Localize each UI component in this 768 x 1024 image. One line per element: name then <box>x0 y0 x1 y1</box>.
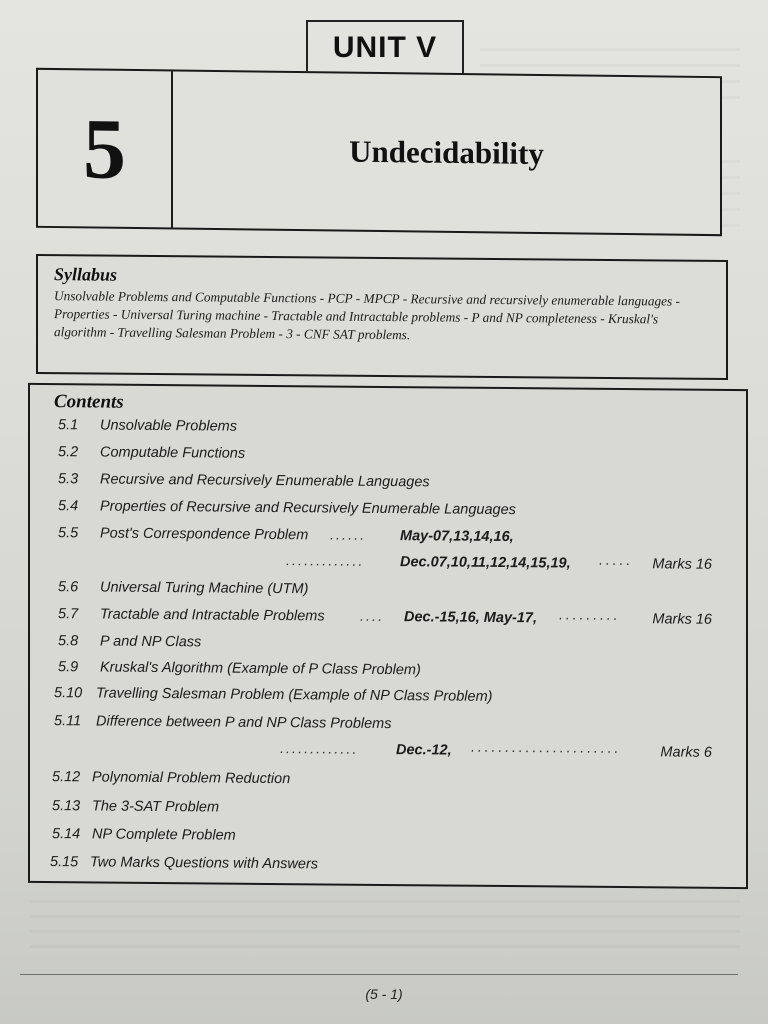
toc-number: 5.9 <box>58 659 79 676</box>
page-number: (5 - 1) <box>365 986 403 1002</box>
syllabus-box <box>36 254 728 380</box>
toc-title: NP Complete Problem <box>92 826 236 844</box>
toc-marks: Marks 16 <box>652 556 712 573</box>
toc-leader-dots: .... <box>360 608 385 625</box>
toc-entry <box>30 444 746 472</box>
toc-leader-dots: ········· <box>558 610 620 628</box>
toc-exam-dates: Dec.07,10,11,12,14,15,19, <box>400 554 571 572</box>
toc-title: Properties of Recursive and Recursively Enumerable Languages <box>100 498 516 519</box>
toc-entry <box>30 579 746 607</box>
toc-exam-dates: Dec.-15,16, May-17, <box>404 609 537 627</box>
toc-entry <box>30 798 746 826</box>
toc-title: Tractable and Intractable Problems <box>100 606 325 625</box>
toc-number: 5.10 <box>54 685 83 702</box>
contents-box <box>28 383 748 889</box>
toc-number: 5.7 <box>58 606 79 623</box>
toc-title: Kruskal's Algorithm (Example of P Class Problem) <box>100 659 421 679</box>
toc-leader-dots: ...... <box>330 527 367 544</box>
toc-title: Universal Turing Machine (UTM) <box>100 579 309 598</box>
toc-number: 5.14 <box>52 826 81 843</box>
toc-title: Two Marks Questions with Answers <box>90 854 319 873</box>
toc-entry <box>30 685 746 713</box>
toc-number: 5.1 <box>58 417 79 434</box>
toc-entry <box>30 854 746 882</box>
toc-number: 5.6 <box>58 579 79 596</box>
toc-marks: Marks 16 <box>652 611 712 628</box>
toc-number: 5.8 <box>58 633 79 650</box>
toc-title: Unsolvable Problems <box>100 417 238 435</box>
toc-marks: Marks 6 <box>660 744 712 761</box>
toc-entry <box>30 551 746 579</box>
toc-title: Recursive and Recursively Enumerable Languages <box>100 471 430 491</box>
toc-number: 5.13 <box>52 798 81 815</box>
footer-rule <box>20 974 738 975</box>
contents-heading: Contents <box>54 391 124 413</box>
syllabus-text: Unsolvable Problems and Computable Functions - PCP - MPCP - Recursive and recursively enumerable languages - Properties - Universal Turing machine - Tractable and Intractable problems - P and NP completeness - Kruskal's algorithm - Travelling Salesman Problem - 3 - CNF SAT problems. <box>54 288 680 343</box>
toc-title: Travelling Salesman Problem (Example of NP Class Problem) <box>96 685 493 705</box>
toc-exam-dates: Dec.-12, <box>396 742 452 759</box>
toc-entry <box>30 713 746 741</box>
toc-entry <box>30 826 746 854</box>
toc-number: 5.5 <box>58 525 79 542</box>
toc-leader-dots: ····· <box>598 555 633 573</box>
toc-entry <box>30 739 746 767</box>
toc-entry <box>30 659 746 687</box>
chapter-header <box>36 68 722 236</box>
toc-title: P and NP Class <box>100 633 202 651</box>
toc-entry <box>30 769 746 797</box>
toc-entry <box>30 417 746 445</box>
chapter-number: 5 <box>83 100 126 197</box>
toc-title: Post's Correspondence Problem <box>100 525 309 544</box>
toc-leader-dots: ······················ <box>470 742 621 761</box>
toc-number: 5.4 <box>58 498 79 515</box>
toc-entry <box>30 633 746 661</box>
toc-leader-dots: ............. <box>280 741 359 758</box>
toc-entry <box>30 498 746 526</box>
toc-entry <box>30 606 746 634</box>
bleed-through-text <box>30 900 740 960</box>
toc-title: Polynomial Problem Reduction <box>92 769 291 788</box>
toc-number: 5.15 <box>50 854 79 871</box>
toc-number: 5.11 <box>54 713 82 730</box>
toc-number: 5.3 <box>58 471 79 488</box>
syllabus-heading: Syllabus <box>54 264 118 285</box>
toc-title: Difference between P and NP Class Problems <box>96 713 392 733</box>
toc-leader-dots: ............. <box>286 553 365 570</box>
unit-label: UNIT V <box>306 20 464 76</box>
toc-title: The 3-SAT Problem <box>92 798 220 816</box>
toc-exam-dates: May-07,13,14,16, <box>400 528 514 546</box>
toc-entry <box>30 471 746 499</box>
toc-number: 5.2 <box>58 444 79 461</box>
toc-title: Computable Functions <box>100 444 246 462</box>
chapter-title: Undecidability <box>349 133 544 172</box>
toc-number: 5.12 <box>52 769 81 786</box>
toc-entry <box>30 525 746 553</box>
